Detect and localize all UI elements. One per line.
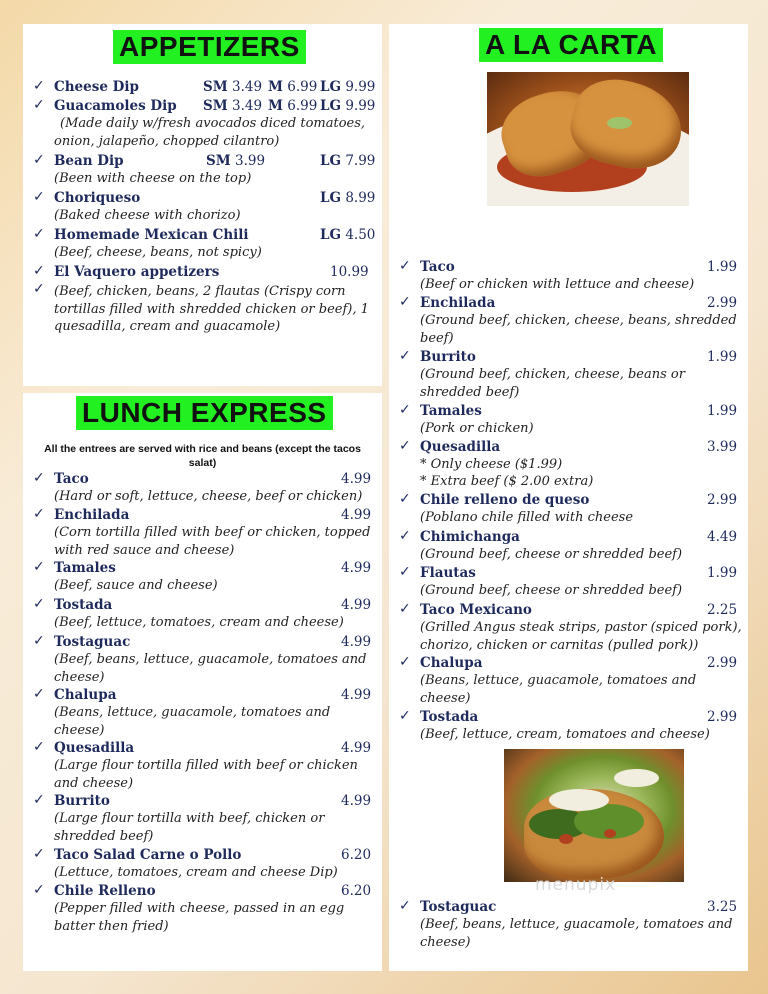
size-label: M <box>268 79 283 95</box>
item-name: Quesadilla <box>420 439 501 455</box>
item-description: (Made daily w/fresh avocados diced tomatoes, onion, jalapeño, chopped cilantro) <box>54 116 366 149</box>
item-price: 4.99 <box>341 634 372 650</box>
item-price: 4.99 <box>341 507 372 523</box>
item-price: 4.99 <box>341 597 372 613</box>
check-icon: ✓ <box>399 654 411 670</box>
item-price: 4.99 <box>341 560 372 576</box>
item-price: 6.20 <box>341 847 372 863</box>
item-name: Taco Salad Carne o Pollo <box>54 847 242 863</box>
item-description: (Corn tortilla filled with beef or chicken, topped with red sauce and cheese) <box>54 525 371 558</box>
item-price: 6.99 <box>287 79 318 95</box>
check-icon: ✓ <box>399 601 411 617</box>
item-description: (Beef, beans, lettuce, guacamole, tomatoes and cheese) <box>420 917 733 950</box>
item-description: * Only cheese ($1.99) <box>420 457 563 472</box>
item-name: Bean Dip <box>54 153 124 169</box>
size-label: SM <box>206 153 231 169</box>
check-icon: ✓ <box>33 97 45 113</box>
lunch-express-heading: LUNCH EXPRESS <box>76 396 333 430</box>
size-label: LG <box>320 79 342 95</box>
item-price: 1.99 <box>707 349 738 365</box>
item-price: 3.25 <box>707 899 738 915</box>
item-name: Homemade Mexican Chili <box>54 227 249 243</box>
chile-relleno-photo <box>487 72 689 206</box>
check-icon: ✓ <box>399 294 411 310</box>
check-icon: ✓ <box>33 226 45 242</box>
check-icon: ✓ <box>399 564 411 580</box>
size-label: LG <box>320 190 342 206</box>
item-price: 4.50 <box>345 227 376 243</box>
check-icon: ✓ <box>33 263 45 279</box>
tostada-photo <box>504 749 684 882</box>
check-icon: ✓ <box>399 528 411 544</box>
check-icon: ✓ <box>33 882 45 898</box>
item-name: Tamales <box>54 560 116 576</box>
item-description: (Beef, sauce and cheese) <box>54 578 218 593</box>
check-icon: ✓ <box>33 506 45 522</box>
item-price: 4.99 <box>341 793 372 809</box>
item-description: (Beef or chicken with lettuce and cheese) <box>420 277 695 292</box>
item-description: (Large flour tortilla filled with beef or chicken and cheese) <box>54 758 358 791</box>
item-description: * Extra beef ($ 2.00 extra) <box>420 474 594 489</box>
check-icon: ✓ <box>33 559 45 575</box>
item-name: Chalupa <box>420 655 483 671</box>
item-description: (Ground beef, chicken, cheese, beans, shredded beef) <box>420 313 737 346</box>
item-price: 1.99 <box>707 259 738 275</box>
item-price: 1.99 <box>707 565 738 581</box>
size-label: M <box>268 98 283 114</box>
item-description: (Beef, cheese, beans, not spicy) <box>54 245 262 260</box>
item-name: Taco Mexicano <box>420 602 532 618</box>
check-icon: ✓ <box>33 846 45 862</box>
check-icon: ✓ <box>399 348 411 364</box>
item-name: Chile Relleno <box>54 883 156 899</box>
item-price: 6.99 <box>287 98 318 114</box>
item-description: (Beef, lettuce, tomatoes, cream and cheese) <box>54 615 344 630</box>
item-description: (Pork or chicken) <box>420 421 534 436</box>
item-description: (Beef, beans, lettuce, guacamole, tomatoes and cheese) <box>54 652 367 685</box>
item-price: 3.99 <box>707 439 738 455</box>
item-price: 2.99 <box>707 295 738 311</box>
item-price: 1.99 <box>707 403 738 419</box>
item-description: (Hard or soft, lettuce, cheese, beef or chicken) <box>54 489 363 504</box>
check-icon: ✓ <box>399 898 411 914</box>
item-price: 3.49 <box>232 79 263 95</box>
item-description: (Poblano chile filled with cheese <box>420 510 634 525</box>
item-description: (Lettuce, tomatoes, cream and cheese Dip) <box>54 865 338 880</box>
check-icon: ✓ <box>33 739 45 755</box>
item-name: Flautas <box>420 565 476 581</box>
item-price: 9.99 <box>345 79 376 95</box>
check-icon: ✓ <box>33 633 45 649</box>
item-price: 10.99 <box>330 264 369 280</box>
item-name: Tamales <box>420 403 482 419</box>
item-name: Burrito <box>54 793 110 809</box>
item-name: Taco <box>420 259 455 275</box>
item-price: 7.99 <box>345 153 376 169</box>
check-icon: ✓ <box>33 189 45 205</box>
check-icon: ✓ <box>33 78 45 94</box>
item-name: Burrito <box>420 349 476 365</box>
appetizers-panel <box>23 24 382 386</box>
check-icon: ✓ <box>33 596 45 612</box>
item-name: Quesadilla <box>54 740 135 756</box>
lunch-note: All the entrees are served with rice and beans (except the tacos salat) <box>44 443 361 469</box>
item-description: (Grilled Angus steak strips, pastor (spiced pork), chorizo, chicken or carnitas (pulled pork)) <box>420 620 742 653</box>
size-label: LG <box>320 98 342 114</box>
item-name: Chalupa <box>54 687 117 703</box>
item-price: 2.99 <box>707 492 738 508</box>
size-label: SM <box>203 98 228 114</box>
item-price: 3.49 <box>232 98 263 114</box>
size-label: LG <box>320 227 342 243</box>
check-icon: ✓ <box>399 438 411 454</box>
item-name: Chimichanga <box>420 529 520 545</box>
size-label: SM <box>203 79 228 95</box>
item-description: (Been with cheese on the top) <box>54 171 252 186</box>
item-price: 4.99 <box>341 740 372 756</box>
check-icon: ✓ <box>399 402 411 418</box>
item-description: (Beef, chicken, beans, 2 flautas (Crispy corn tortillas filled with shredded chicken or beef), 1 quesadilla, cream and guacamole) <box>54 284 369 334</box>
item-name: Guacamoles Dip <box>54 98 177 114</box>
item-price: 4.99 <box>341 687 372 703</box>
size-label: LG <box>320 153 342 169</box>
item-description: (Ground beef, cheese or shredded beef) <box>420 583 683 598</box>
check-icon: ✓ <box>399 258 411 274</box>
watermark-text: menupix <box>535 875 617 895</box>
item-price: 4.99 <box>341 471 372 487</box>
check-icon: ✓ <box>399 491 411 507</box>
item-description: (Pepper filled with cheese, passed in an egg batter then fried) <box>54 901 345 934</box>
item-description: (Baked cheese with chorizo) <box>54 208 241 223</box>
item-name: Choriqueso <box>54 190 141 206</box>
item-price: 2.25 <box>707 602 738 618</box>
item-name: Taco <box>54 471 89 487</box>
item-price: 2.99 <box>707 709 738 725</box>
item-price: 3.99 <box>235 153 266 169</box>
item-description: (Beans, lettuce, guacamole, tomatoes and cheese) <box>420 673 697 706</box>
item-description: (Beef, lettuce, cream, tomatoes and cheese) <box>420 727 710 742</box>
item-name: Cheese Dip <box>54 79 139 95</box>
check-icon: ✓ <box>33 792 45 808</box>
item-name: Tostada <box>420 709 479 725</box>
item-name: El Vaquero appetizers <box>54 264 220 280</box>
item-name: Tostaguac <box>54 634 131 650</box>
check-icon: ✓ <box>33 470 45 486</box>
check-icon: ✓ <box>33 686 45 702</box>
item-description: (Large flour tortilla with beef, chicken or shredded beef) <box>54 811 325 844</box>
item-description: (Ground beef, chicken, cheese, beans or shredded beef) <box>420 367 685 400</box>
appetizers-heading: APPETIZERS <box>113 30 306 64</box>
item-price: 6.20 <box>341 883 372 899</box>
a-la-carta-panel <box>389 24 748 971</box>
item-price: 8.99 <box>345 190 376 206</box>
item-name: Tostaguac <box>420 899 497 915</box>
lunch-express-panel <box>23 393 382 971</box>
item-name: Enchilada <box>420 295 496 311</box>
item-price: 9.99 <box>345 98 376 114</box>
check-icon: ✓ <box>33 281 45 297</box>
item-price: 2.99 <box>707 655 738 671</box>
item-name: Chile relleno de queso <box>420 492 590 508</box>
item-description: (Ground beef, cheese or shredded beef) <box>420 547 683 562</box>
item-price: 4.49 <box>707 529 738 545</box>
check-icon: ✓ <box>399 708 411 724</box>
item-description: (Beans, lettuce, guacamole, tomatoes and cheese) <box>54 705 331 738</box>
item-name: Enchilada <box>54 507 130 523</box>
item-name: Tostada <box>54 597 113 613</box>
check-icon: ✓ <box>33 152 45 168</box>
a-la-carta-heading: A LA CARTA <box>479 28 663 62</box>
